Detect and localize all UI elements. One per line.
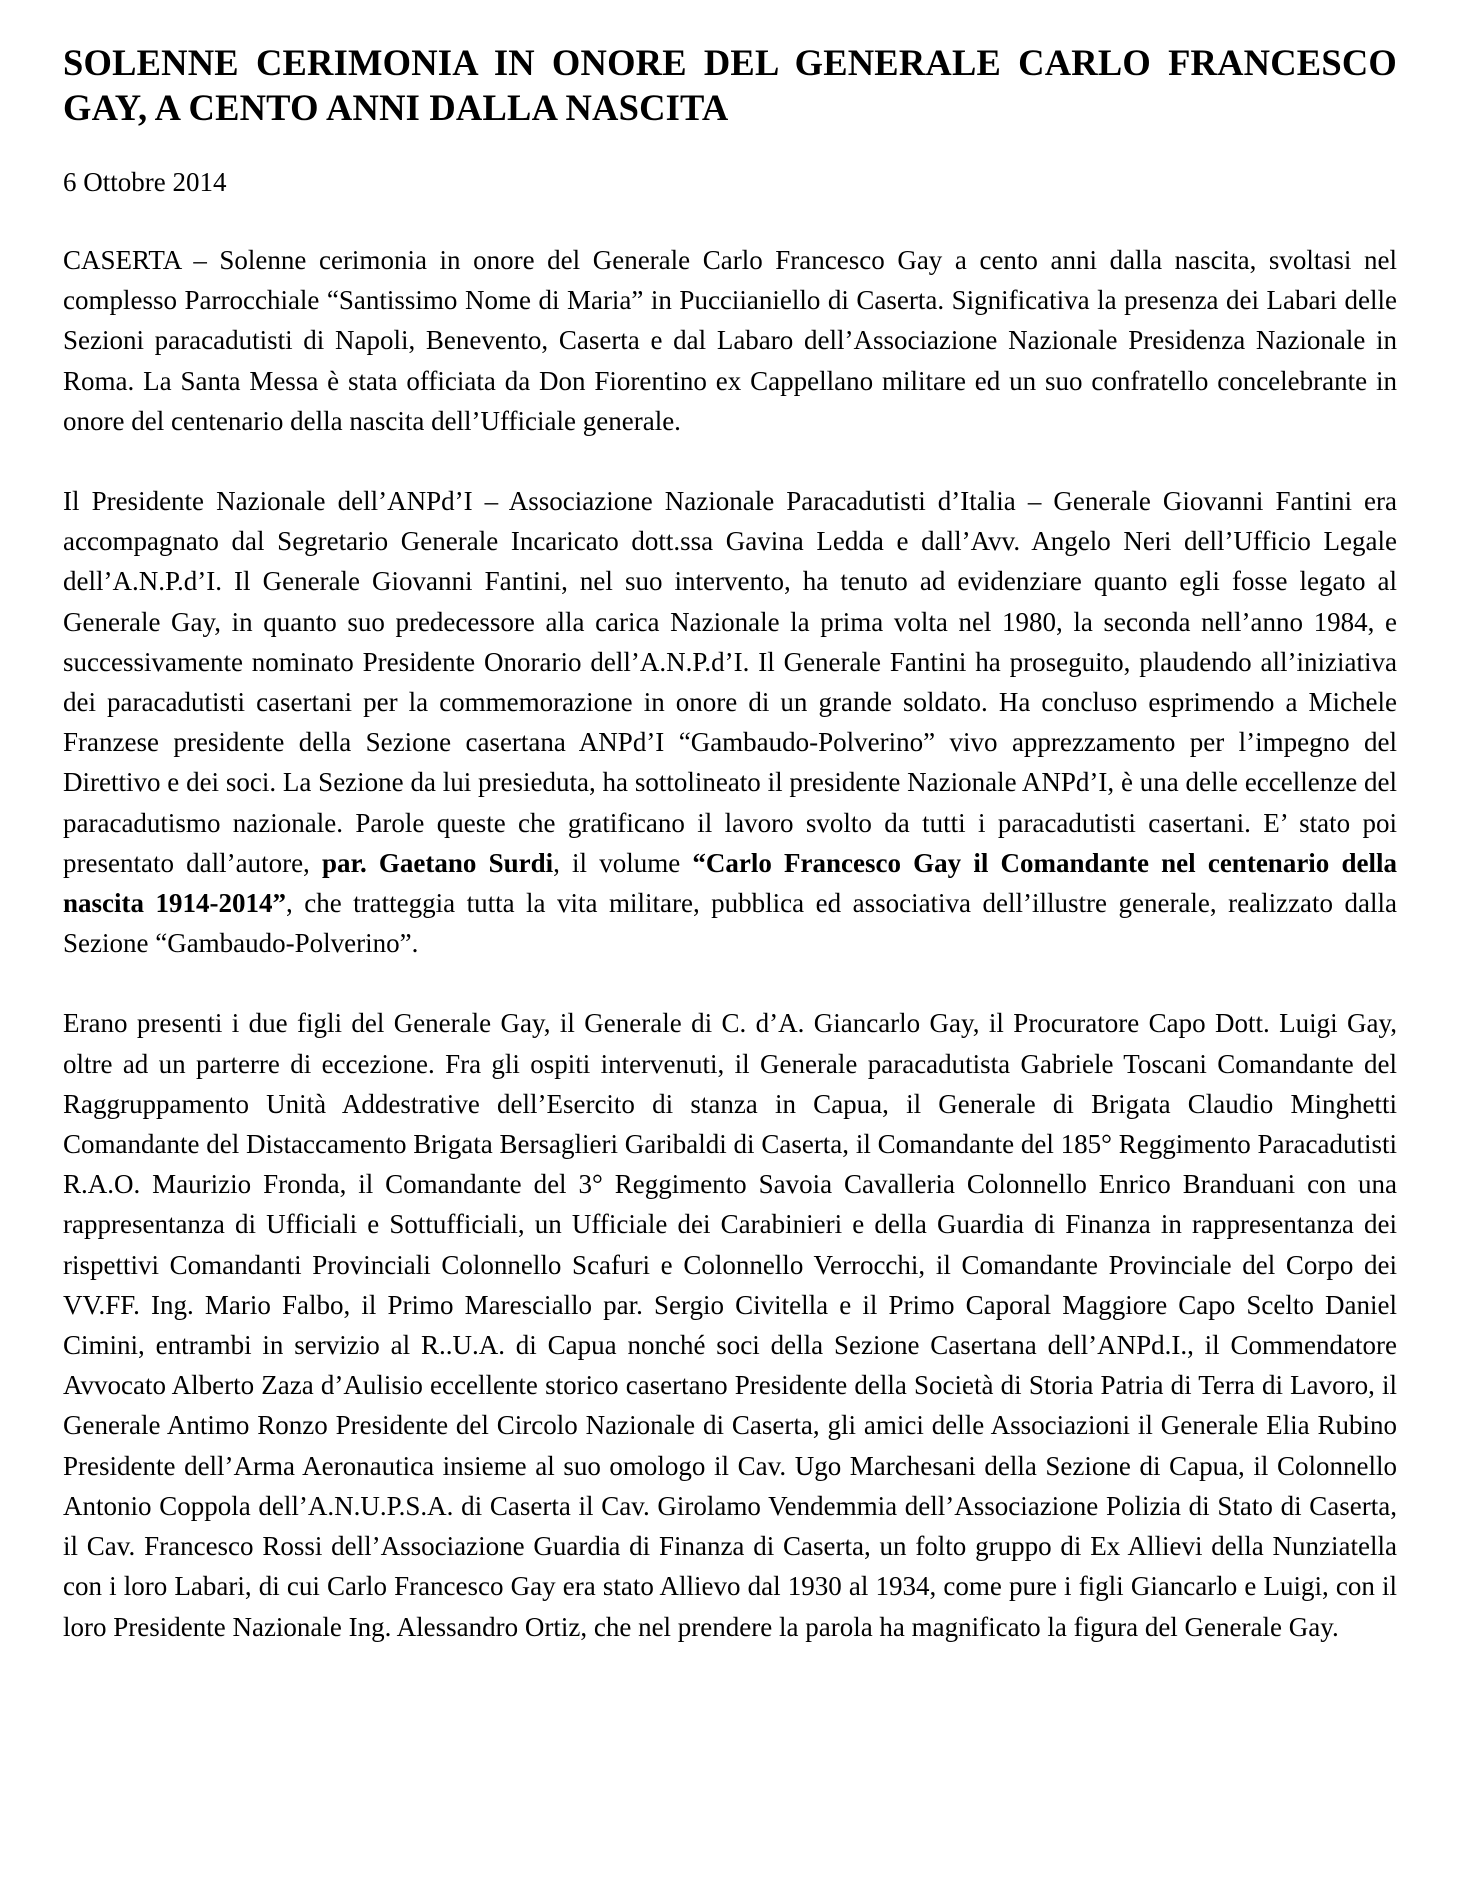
- paragraph-president-speech: [63, 481, 1397, 963]
- article-date: 6 Ottobre 2014: [63, 167, 227, 197]
- document-page: [63, 40, 1397, 1647]
- author-name: par. Gaetano Surdi: [321, 847, 554, 878]
- paragraph-text: , il volume: [553, 847, 693, 878]
- paragraph-text: , che tratteggia tutta la vita militare, pubblica ed associativa dell’illustre generale, realizzato dalla Sezione “Gambaudo-Polverino”.: [63, 888, 1397, 959]
- article-title: SOLENNE CERIMONIA IN ONORE DEL GENERALE CARLO FRANCESCO GAY, A CENTO ANNI DALLA NASCITA: [63, 42, 1397, 128]
- paragraph-guests: Erano presenti i due figli del Generale Gay, il Generale di C. d’A. Giancarlo Gay, il Procuratore Capo Dott. Luigi Gay, oltre ad un parterre di eccezione. Fra gli ospiti intervenuti, il Generale paracadutista Gabriele Toscani Comandante del Raggruppamento Unità Addestrative dell’Esercito di stanza in Capua, il Generale di Brigata Claudio Minghetti Comandante del Distaccamento Brigata Bersaglieri Garibaldi di Caserta, il Comandante del 185° Reggimento Paracadutisti R.A.O. Maurizio Fronda, il Comandante del 3° Reggimento Savoia Cavalleria Colonnello Enrico Branduani con una rappresentanza di Ufficiali e Sottufficiali, un Ufficiale dei Carabinieri e della Guardia di Finanza in rappresentanza dei rispettivi Comandanti Provinciali Colonnello Scafuri e Colonnello Verrocchi, il Comandante Provinciale del Corpo dei VV.FF. Ing. Mario Falbo, il Primo Maresciallo par. Sergio Civitella e il Primo Caporal Maggiore Capo Scelto Daniel Cimini, entrambi in servizio al R..U.A. di Capua nonché soci della Sezione Casertana dell’ANPd.I., il Commendatore Avvocato Alberto Zaza d’Aulisio eccellente storico casertano Presidente della Società di Storia Patria di Terra di Lavoro, il Generale Antimo Ronzo Presidente del Circolo Nazionale di Caserta, gli amici delle Associazioni il Generale Elia Rubino Presidente dell’Arma Aeronautica insieme al suo omologo il Cav. Ugo Marchesani della Sezione di Capua, il Colonnello Antonio Coppola dell’A.N.U.P.S.A. di Caserta il Cav. Girolamo Vendemmia dell’Associazione Polizia di Stato di Caserta, il Cav. Francesco Rossi dell’Associazione Guardia di Finanza di Caserta, un folto gruppo di Ex Allievi della Nunziatella con i loro Labari, di cui Carlo Francesco Gay era stato Allievo dal 1930 al 1934, come pure i figli Giancarlo e Luigi, con il loro Presidente Nazionale Ing. Alessandro Ortiz, che nel prendere la parola ha magnificato la figura del Generale Gay.: [63, 1008, 1397, 1642]
- paragraph-text: Il Presidente Nazionale dell’ANPd’I – Associazione Nazionale Paracadutisti d’Italia – Generale Giovanni Fantini era accompagnato dal Segretario Generale Incaricato dott.ssa Gavina Ledda e dall’Avv. Angelo Neri dell’Ufficio Legale dell’A.N.P.d’I. Il Generale Giovanni Fantini, nel suo intervento, ha tenuto ad evidenziare quanto egli fosse legato al Generale Gay, in quanto suo predecessore alla carica Nazionale la prima volta nel 1980, la seconda nell’anno 1984, e successivamente nominato Presidente Onorario dell’A.N.P.d’I. Il Generale Fantini ha proseguito, plaudendo all’iniziativa dei paracadutisti casertani per la commemorazione in onore di un grande soldato. Ha concluso esprimendo a Michele Franzese presidente della Sezione casertana ANPd’I “Gambaudo-Polverino” vivo apprezzamento per l’impegno del Direttivo e dei soci. La Sezione da lui presieduta, ha sottolineato il presidente Nazionale ANPd’I, è una delle eccellenze del paracadutismo nazionale. Parole queste che gratificano il lavoro svolto da tutti i paracadutisti casertani. E’ stato poi presentato dall’autore,: [63, 486, 1397, 878]
- book-title: “Carlo Francesco Gay il Comandante nel centenario della nascita 1914-2014”: [63, 847, 1397, 919]
- paragraph-ceremony: CASERTA – Solenne cerimonia in onore del Generale Carlo Francesco Gay a cento anni dalla nascita, svoltasi nel complesso Parrocchiale “Santissimo Nome di Maria” in Pucciianiello di Caserta. Significativa la presenza dei Labari delle Sezioni paracadutisti di Napoli, Benevento, Caserta e dal Labaro dell’Associazione Nazionale Presidenza Nazionale in Roma. La Santa Messa è stata officiata da Don Fiorentino ex Cappellano militare ed un suo confratello concelebrante in onore del centenario della nascita dell’Ufficiale generale.: [63, 245, 1397, 436]
